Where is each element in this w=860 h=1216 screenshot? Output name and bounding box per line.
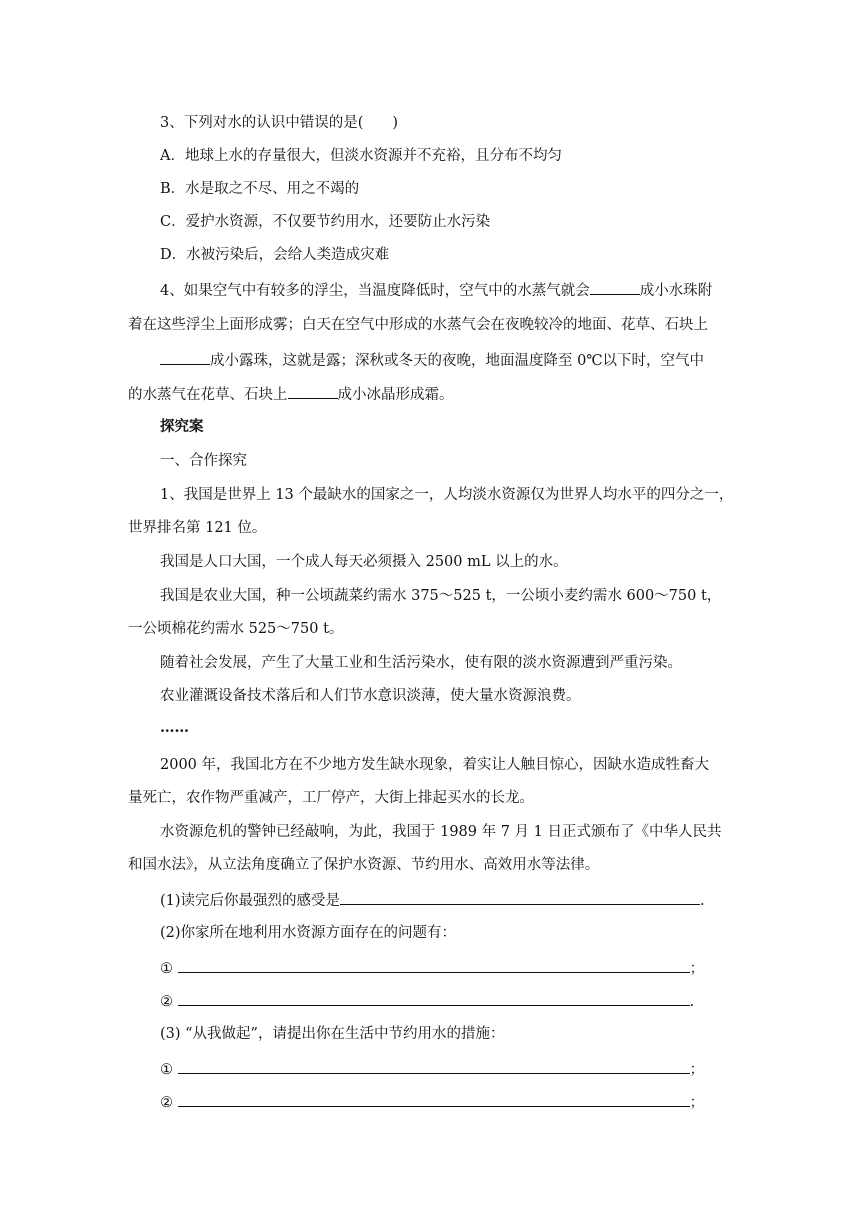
question-1 [160,889,705,911]
question4-line2: 着在这些浮尘上面形成雾；白天在空气中形成的水蒸气会在夜晚较冷的地面、花草、石块上 [128,317,708,333]
answer-line[interactable] [178,957,690,973]
question4-line3 [160,350,704,371]
question4-line4-text-a: 的水蒸气在花草、石块上 [128,387,288,403]
question4-line1-text-b: 成小水珠附 [639,283,713,299]
question4-line1 [160,280,712,301]
passage-p3-line2: 一公顷棉花约需水 525～750 t。 [128,621,344,637]
passage-p7-line1: 水资源危机的警钟已经敲响，为此，我国于 1989 年 7 月 1 日正式颁布了《中华人民共 [160,824,722,840]
answer-line[interactable] [178,990,690,1006]
passage-p7-line2: 和国水法》，从立法角度确立了保护水资源、节约用水、高效用水等法律。 [128,857,600,873]
passage-p3-line1: 我国是农业大国，种一公顷蔬菜约需水 375～525 t，一公顷小麦约需水 600～750 t， [160,588,722,604]
item-marker: ② [160,1095,173,1111]
question-2-item-1 [160,957,704,979]
question3-option-a: A．地球上水的存量很大，但淡水资源并不充裕，且分布不均匀 [160,148,562,164]
item-marker: ② [160,994,173,1010]
passage-p4: 随着社会发展，产生了大量工业和生活污染水，使有限的淡水资源遭到严重污染。 [160,655,682,671]
question-2-item-2 [160,990,694,1012]
answer-line[interactable] [178,1058,690,1074]
section-title: 探究案 [160,418,204,435]
item-marker: ① [160,1062,173,1078]
fill-blank[interactable] [160,350,210,365]
passage-p6-line2: 量死亡，农作物严重减产，工厂停产，大街上排起买水的长龙。 [128,790,534,806]
item-end: ； [689,1062,705,1078]
passage-p5: 农业灌溉设备技术落后和人们节水意识淡薄，使大量水资源浪费。 [160,688,581,704]
item-end: ； [689,961,705,977]
question3-option-c: C．爱护水资源，不仅要节约用水，还要防止水污染 [160,214,491,230]
question3-option-d: D．水被污染后，会给人类造成灾难 [160,247,390,263]
section-subtitle: 一、合作探究 [160,453,247,469]
question-3-item-1 [160,1058,704,1080]
passage-p1-line2: 世界排名第 121 位。 [128,520,267,536]
item-marker: ① [160,961,173,977]
passage-p1-line1: 1、我国是世界上 13 个最缺水的国家之一，人均淡水资源仅为世界人均水平的四分之一， [160,487,734,503]
question4-line3-text: 成小露珠，这就是露；深秋或冬天的夜晚，地面温度降至 0℃以下时，空气中 [210,353,705,369]
passage-p6-line1: 2000 年，我国北方在不少地方发生缺水现象，着实让人触目惊心，因缺水造成牲畜大 [160,757,710,773]
passage-p2: 我国是人口大国，一个成人每天必须摄入 2500 mL 以上的水。 [160,554,568,570]
answer-line[interactable] [340,889,700,905]
question3-stem: 3、下列对水的认识中错误的是( ) [160,115,399,131]
question4-line1-text-a: 4、如果空气中有较多的浮尘，当温度降低时，空气中的水蒸气就会 [160,283,590,299]
question4-line4-text-b: 成小冰晶形成霜。 [337,387,454,403]
item-end: ； [689,1095,705,1111]
passage-ellipsis: …… [160,719,189,736]
question-2-label: (2)你家所在地利用水资源方面存在的问题有： [160,925,457,941]
fill-blank[interactable] [590,280,640,295]
item-end: . [689,994,695,1010]
question-1-end: . [700,893,705,909]
fill-blank[interactable] [288,384,338,399]
question3-option-b: B．水是取之不尽、用之不竭的 [160,181,360,197]
question4-line4 [128,384,454,405]
answer-line[interactable] [178,1091,690,1107]
question-3-label: (3) “从我做起”，请提出你在生活中节约用水的措施： [160,1026,505,1042]
question-1-label: (1)读完后你最强烈的感受是 [160,893,341,909]
question-3-item-2 [160,1091,704,1113]
